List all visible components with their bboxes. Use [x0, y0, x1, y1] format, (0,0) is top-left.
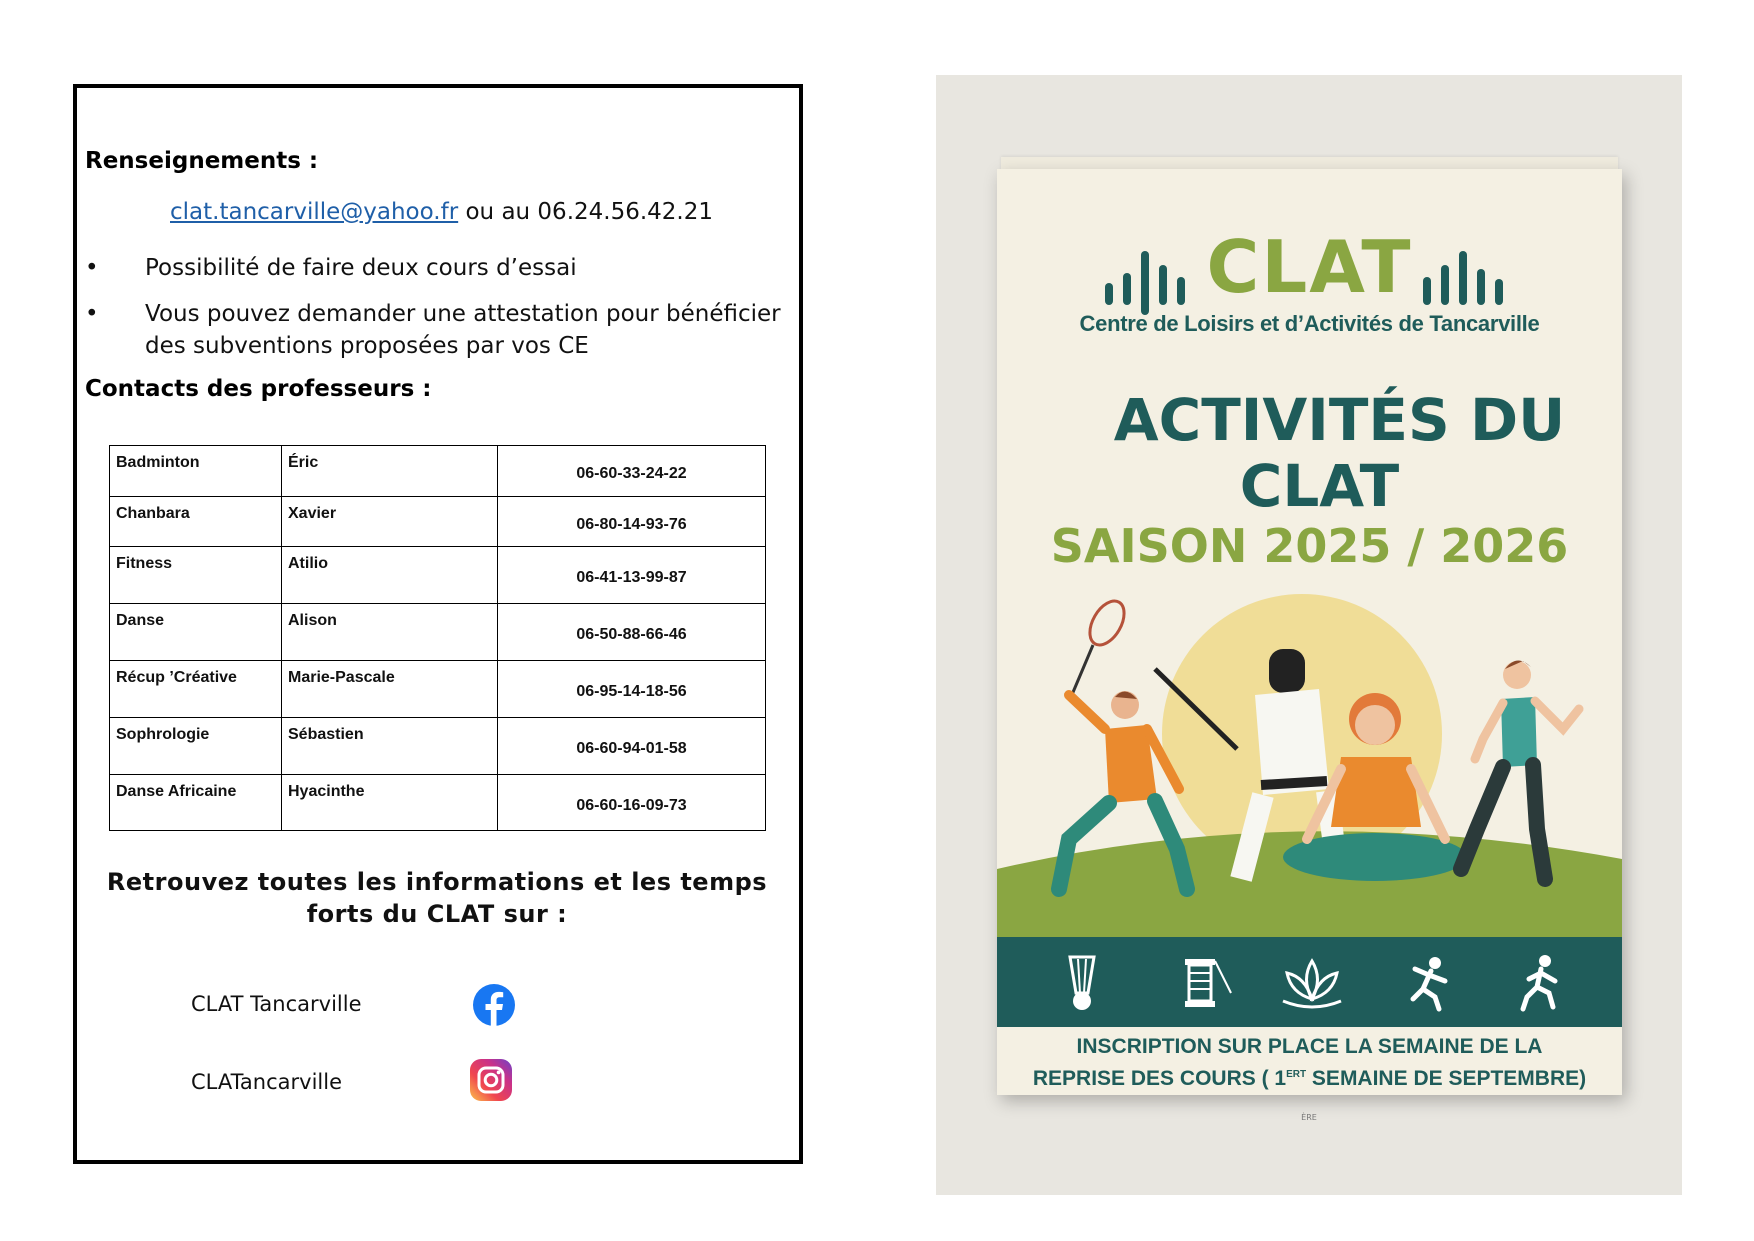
- activity-cell: Sophrologie: [110, 718, 282, 775]
- title-line-1: ACTIVITÉS DU: [1113, 386, 1566, 454]
- phone-text: ou au 06.24.56.42.21: [458, 199, 714, 225]
- sound-bars-left-icon: [1103, 247, 1203, 317]
- social-intro-text: Retrouvez toutes les informations et les temps forts du CLAT sur :: [106, 868, 768, 928]
- dancer-icon: [1399, 953, 1459, 1013]
- inscription-line-2: [997, 1061, 1622, 1093]
- activity-cell: Danse Africaine: [110, 775, 282, 831]
- renseignements-heading: Renseignements :: [85, 148, 319, 174]
- clat-logo: [997, 225, 1622, 309]
- activity-cell: Chanbara: [110, 497, 282, 547]
- clat-logo-text: CLAT: [1206, 225, 1413, 309]
- bullet-text: Vous pouvez demander une attestation pour bénéficier des subventions proposées par vos CE: [145, 301, 781, 359]
- teacher-cell: Xavier: [282, 497, 498, 547]
- activities-illustration: [997, 589, 1622, 939]
- phone-cell: 06-60-33-24-22: [498, 446, 766, 497]
- lotus-icon: [1277, 953, 1347, 1013]
- bullet-text: Possibilité de faire deux cours d’essai: [145, 255, 577, 281]
- brochure-cover: [997, 169, 1622, 1095]
- brochure-subtitle: Centre de Loisirs et d’Activités de Tancarville: [1079, 311, 1540, 336]
- brochure-photo: [936, 75, 1682, 1195]
- inscription-line-1: INSCRIPTION SUR PLACE LA SEMAINE DE LA: [1076, 1035, 1543, 1058]
- inscription-text: [997, 1033, 1622, 1093]
- phone-cell: 06-60-94-01-58: [498, 718, 766, 775]
- teacher-cell: Marie-Pascale: [282, 661, 498, 718]
- instagram-label[interactable]: CLATancarville: [191, 1070, 343, 1094]
- table-row: [110, 446, 766, 497]
- info-panel: [73, 84, 803, 1164]
- season-title: SAISON 2025 / 2026: [1050, 519, 1569, 573]
- contact-line: [170, 199, 713, 225]
- teacher-cell: Éric: [282, 446, 498, 497]
- table-row: [110, 661, 766, 718]
- activity-cell: Badminton: [110, 446, 282, 497]
- bullet-dot: •: [85, 301, 99, 327]
- activity-cell: Récup ’Créative: [110, 661, 282, 718]
- email-link[interactable]: clat.tancarville@yahoo.fr: [170, 199, 459, 225]
- phone-cell: 06-41-13-99-87: [498, 547, 766, 604]
- teacher-cell: Atilio: [282, 547, 498, 604]
- facebook-label[interactable]: CLAT Tancarville: [191, 992, 362, 1016]
- phone-cell: 06-60-16-09-73: [498, 775, 766, 831]
- instagram-icon[interactable]: [469, 1058, 513, 1106]
- activity-cell: Fitness: [110, 547, 282, 604]
- inscription-line-2-part-b: SEMAINE DE SEPTEMBRE): [1306, 1067, 1587, 1090]
- title-line-2: CLAT: [1239, 452, 1400, 520]
- runner-icon: [1511, 953, 1571, 1013]
- activity-cell: Danse: [110, 604, 282, 661]
- sound-bars-right-icon: [1421, 247, 1521, 317]
- teacher-cell: Sébastien: [282, 718, 498, 775]
- bullet-dot: •: [85, 255, 99, 281]
- inscription-superscript: ERT: [1286, 1069, 1307, 1080]
- phone-cell: 06-80-14-93-76: [498, 497, 766, 547]
- phone-cell: 06-95-14-18-56: [498, 661, 766, 718]
- table-row: [110, 604, 766, 661]
- teacher-cell: Hyacinthe: [282, 775, 498, 831]
- table-row: [110, 547, 766, 604]
- teacher-cell: Alison: [282, 604, 498, 661]
- tiny-mark: ÈRE: [1301, 1113, 1317, 1122]
- shuttlecock-icon: [1052, 953, 1112, 1013]
- inscription-line-2-part-a: REPRISE DES COURS ( 1: [1032, 1067, 1287, 1090]
- table-row: [110, 775, 766, 831]
- facebook-icon[interactable]: [472, 983, 516, 1031]
- table-row: [110, 497, 766, 547]
- professors-table: [109, 445, 766, 831]
- activity-icons-band: [997, 937, 1622, 1027]
- phone-cell: 06-50-88-66-46: [498, 604, 766, 661]
- brochure-title: [1027, 387, 1622, 519]
- thread-spool-icon: [1175, 953, 1235, 1013]
- table-row: [110, 718, 766, 775]
- contacts-heading: Contacts des professeurs :: [85, 376, 432, 402]
